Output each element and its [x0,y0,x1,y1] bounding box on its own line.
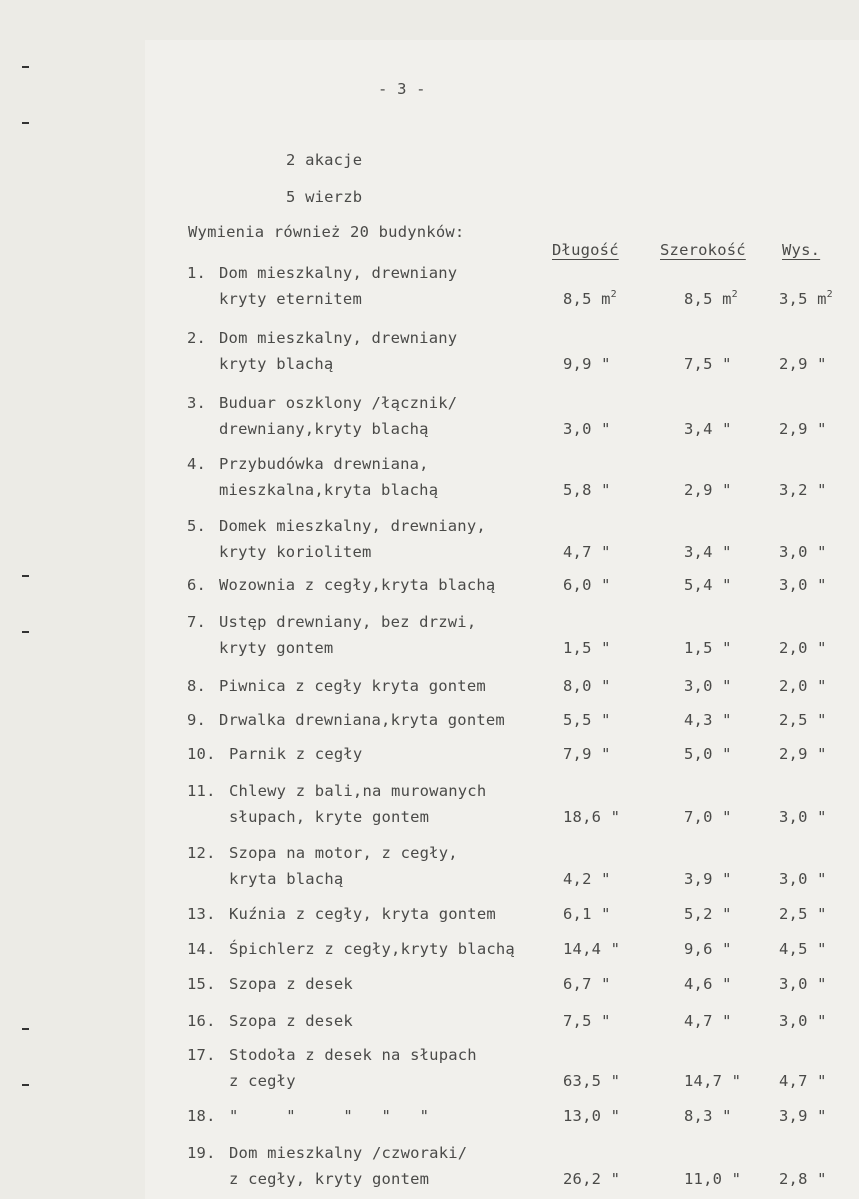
row-height: 2,5 " [779,905,827,923]
row-height: 4,7 " [779,1072,827,1090]
intro-line: 2 akacje [286,151,363,169]
row-length: 5,8 " [563,481,611,499]
row-height: 3,9 " [779,1107,827,1125]
row-length: 6,0 " [563,576,611,594]
row-number: 15. [187,975,216,993]
margin-mark [22,1028,29,1030]
row-description: kryty eternitem [219,290,362,308]
row-height: 3,0 " [779,808,827,826]
row-width: 1,5 " [684,639,732,657]
row-length: 1,5 " [563,639,611,657]
row-length: 18,6 " [563,808,621,826]
row-description: słupach, kryte gontem [229,808,430,826]
row-length: 4,2 " [563,870,611,888]
row-length: 7,5 " [563,1012,611,1030]
row-height: 2,5 " [779,711,827,729]
row-description: Szopa na motor, z cegły, [229,844,458,862]
row-width: 11,0 " [684,1170,742,1188]
row-number: 5. [187,517,207,535]
column-header-length: Długość [552,241,619,259]
row-height: 2,0 " [779,639,827,657]
margin-mark [22,631,29,633]
row-number: 19. [187,1144,216,1162]
row-length: 26,2 " [563,1170,621,1188]
row-number: 4. [187,455,207,473]
row-length: 8,5 $m^2$ [563,289,617,308]
row-length: 6,7 " [563,975,611,993]
row-height: 4,5 " [779,940,827,958]
row-length: 6,1 " [563,905,611,923]
row-description: Chlewy z bali,na murowanych [229,782,487,800]
row-number: 11. [187,782,216,800]
unit-exponent: 2 [826,289,833,300]
row-height: 3,0 " [779,576,827,594]
row-width: 3,0 " [684,677,732,695]
row-description: Piwnica z cegły kryta gontem [219,677,486,695]
row-height: 3,5 $m^2$ [779,289,833,308]
row-width: 7,0 " [684,808,732,826]
unit-exponent: 2 [731,289,738,300]
row-description: Kuźnia z cegły, kryta gontem [229,905,496,923]
row-description: drewniany,kryty blachą [219,420,429,438]
row-number: 2. [187,329,207,347]
row-length: 9,9 " [563,355,611,373]
row-length: 7,9 " [563,745,611,763]
row-description: Śpichlerz z cegły,kryty blachą [229,940,515,958]
row-number: 6. [187,576,207,594]
row-number: 1. [187,264,207,282]
row-height: 2,9 " [779,745,827,763]
row-description: mieszkalna,kryta blachą [219,481,439,499]
row-number: 12. [187,844,216,862]
row-length: 4,7 " [563,543,611,561]
row-number: 3. [187,394,207,412]
row-length: 14,4 " [563,940,621,958]
row-width: 2,9 " [684,481,732,499]
row-height: 2,9 " [779,355,827,373]
column-header-height: Wys. [782,241,821,259]
row-height: 2,0 " [779,677,827,695]
row-width: 8,3 " [684,1107,732,1125]
row-height: 3,0 " [779,870,827,888]
row-number: 9. [187,711,207,729]
intro-heading: Wymienia również 20 budynków: [188,223,465,241]
row-description: Drwalka drewniana,kryta gontem [219,711,505,729]
row-description: z cegły [229,1072,296,1090]
row-width: 4,7 " [684,1012,732,1030]
row-length: 8,0 " [563,677,611,695]
row-description: Szopa z desek [229,975,353,993]
row-description: Stodoła z desek na słupach [229,1046,477,1064]
row-description: kryty gontem [219,639,334,657]
row-height: 3,0 " [779,543,827,561]
row-description: kryty koriolitem [219,543,372,561]
row-width: 5,2 " [684,905,732,923]
row-length: 13,0 " [563,1107,621,1125]
row-description: Parnik z cegły [229,745,363,763]
row-height: 3,2 " [779,481,827,499]
row-width: 9,6 " [684,940,732,958]
row-number: 17. [187,1046,216,1064]
row-width: 3,9 " [684,870,732,888]
row-width: 7,5 " [684,355,732,373]
row-description: Ustęp drewniany, bez drzwi, [219,613,477,631]
intro-line: 5 wierzb [286,188,363,206]
row-description: Buduar oszklony /łącznik/ [219,394,458,412]
row-description: Dom mieszkalny /czworaki/ [229,1144,468,1162]
margin-mark [22,122,29,124]
column-header-width: Szerokość [660,241,746,259]
unit-exponent: 2 [610,289,617,300]
row-height: 2,9 " [779,420,827,438]
row-length: 3,0 " [563,420,611,438]
margin-mark [22,1084,29,1086]
margin-mark [22,575,29,577]
row-description: Wozownia z cegły,kryta blachą [219,576,496,594]
row-description: Dom mieszkalny, drewniany [219,329,458,347]
row-description: kryta blachą [229,870,344,888]
row-description: Dom mieszkalny, drewniany [219,264,458,282]
row-number: 8. [187,677,207,695]
row-width: 4,3 " [684,711,732,729]
row-description: Przybudówka drewniana, [219,455,429,473]
row-description: z cegły, kryty gontem [229,1170,430,1188]
row-width: 8,5 $m^2$ [684,289,738,308]
margin-mark [22,66,29,68]
row-length: 63,5 " [563,1072,621,1090]
row-width: 5,0 " [684,745,732,763]
row-number: 14. [187,940,216,958]
row-description: Szopa z desek [229,1012,353,1030]
row-width: 3,4 " [684,420,732,438]
row-description: Domek mieszkalny, drewniany, [219,517,486,535]
row-width: 14,7 " [684,1072,742,1090]
row-number: 13. [187,905,216,923]
row-width: 5,4 " [684,576,732,594]
row-number: 16. [187,1012,216,1030]
row-width: 4,6 " [684,975,732,993]
row-height: 3,0 " [779,975,827,993]
row-length: 5,5 " [563,711,611,729]
row-number: 7. [187,613,207,631]
row-width: 3,4 " [684,543,732,561]
row-number: 10. [187,745,216,763]
row-description: " " " " " [229,1107,430,1125]
row-height: 3,0 " [779,1012,827,1030]
row-number: 18. [187,1107,216,1125]
page-number: - 3 - [378,80,426,98]
row-height: 2,8 " [779,1170,827,1188]
row-description: kryty blachą [219,355,334,373]
